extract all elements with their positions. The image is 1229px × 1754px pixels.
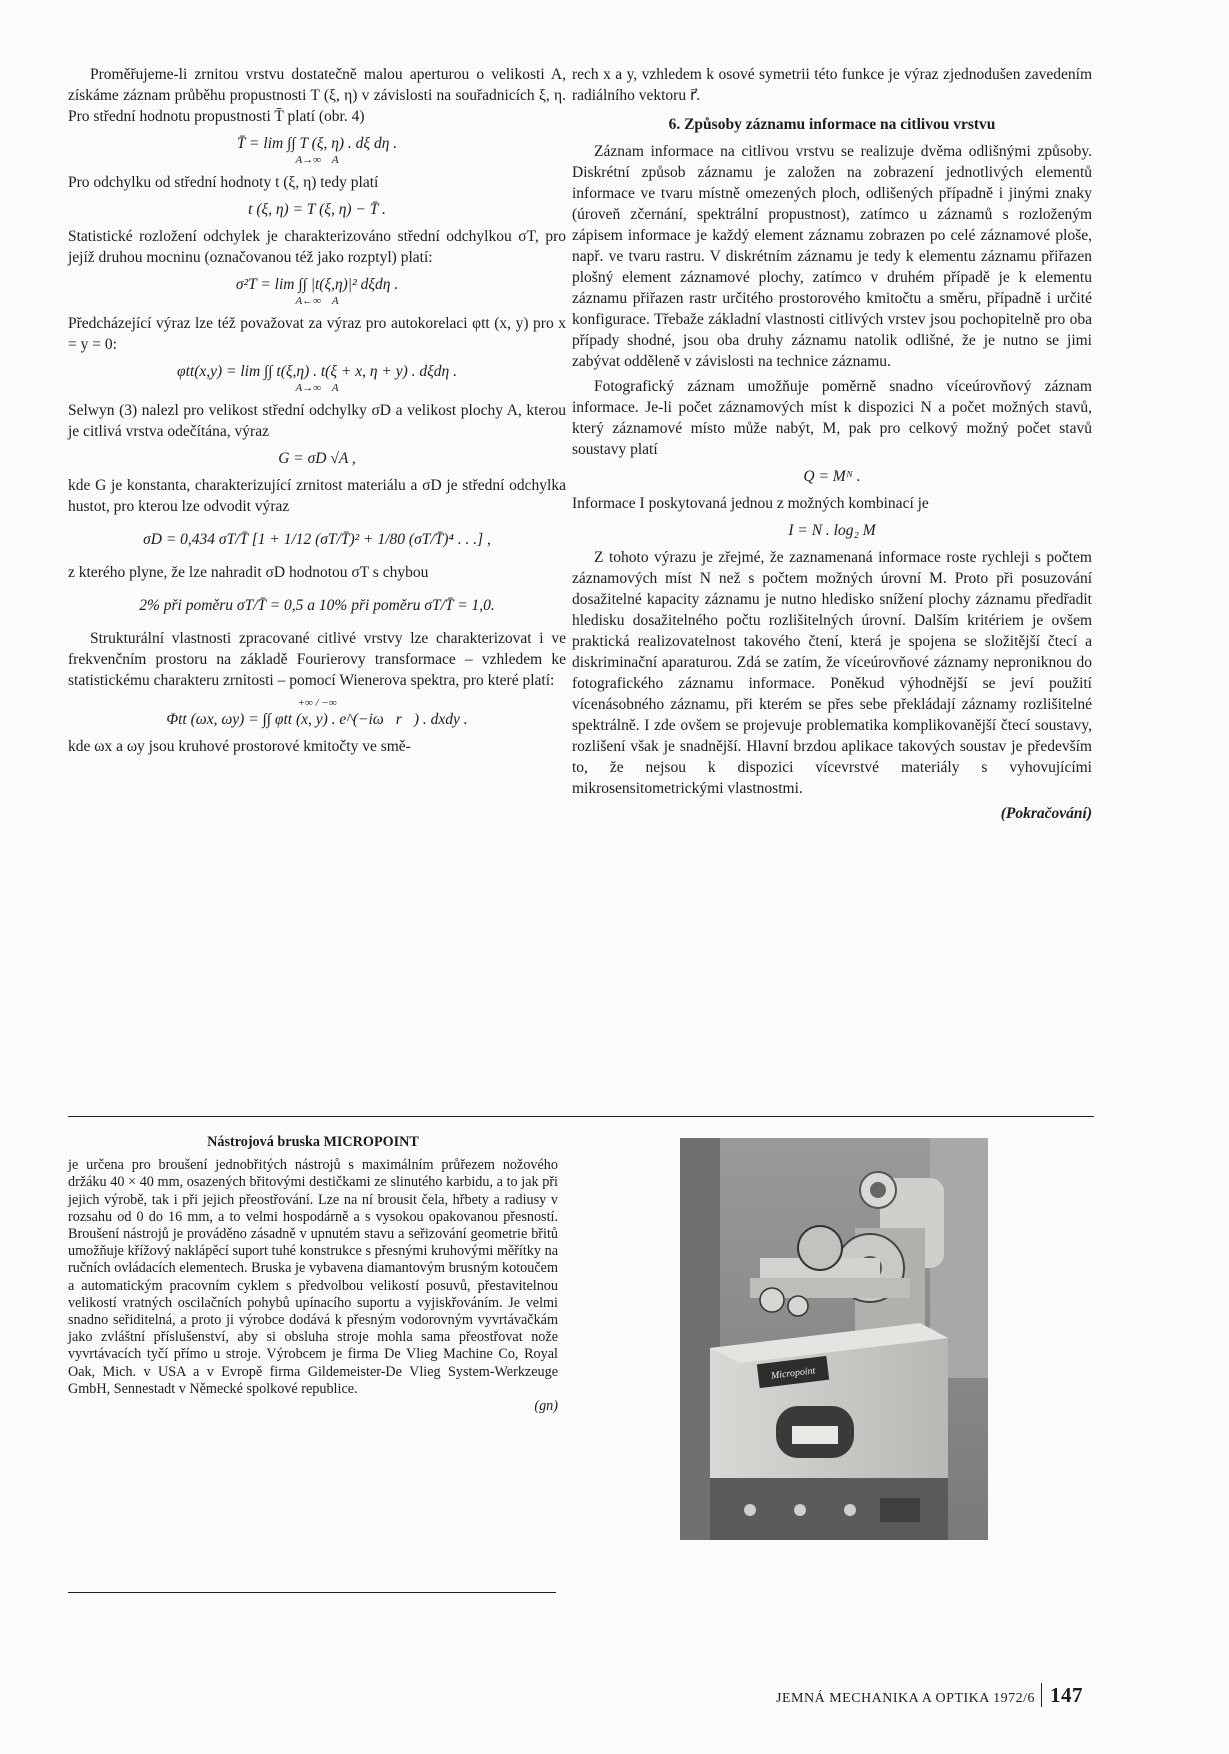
equation-states: Q = Mᴺ . (803, 468, 861, 485)
equation-density-deviation: σD = 0,434 σT/T̄ [1 + 1/12 (σT/T̄)² + 1/80 (σT/T̄)⁴ . . .] , (143, 531, 491, 548)
paragraph: kde G je konstanta, charakterizující zrnitost materiálu a σD je střední odchylka hustot, pro kterou lze odvodit výraz (68, 477, 566, 515)
continued-note: (Pokračování) (1000, 805, 1092, 822)
paragraph: Proměřujeme-li zrnitou vrstvu dostatečně malou aperturou o velikosti A, získáme záznam průběhu propustnosti T (ξ, η) v závislosti na souřadnicích ξ, η. Pro střední hodnotu propustnosti T̄ platí (obr. 4) (68, 66, 566, 125)
paragraph: Statistické rozložení odchylek je charakterizováno střední odchylkou σT, pro jejíž druhou mocninu (označovanou též jako rozptyl) platí: (68, 228, 566, 266)
paragraph: z kterého plyne, že lze nahradit σD hodnotou σT s chybou (68, 564, 429, 581)
paragraph: Informace I poskytovaná jednou z možných kombinací je (572, 495, 929, 512)
paragraph: Z tohoto výrazu je zřejmé, že zaznamenaná informace roste rychleji s počtem záznamových míst N než s počtem možných úrovní M. Proto při posuzování dosažitelné kapacity záznamu je nutno hledisko snížení plochy záznamu předřadit hledisku dosažitelného počtu rozlišitelných úrovní. Dalším kritériem je ovšem praktická realizovatelnost takového čtení, která je spojena se složitější čtecí a diskriminační aparaturou. Zdá se zatím, že víceúrovňové záznamy neproniknou do fotografického záznamu informace. Poněkud výhodnější se jeví použití vícenásobného záznamu, při kterém se přes sebe překládají záznamy rozlišitelné spektrálně. I zde ovšem se projevuje problematika komplikovanější čtecí soustavy, rozlišení však je snadnější. Hlavní brzdou aplikace takových soustav je především to, že nejsou k dispozici vícevrstvé materiály s vyhovujícími mikrosensitometrickými vlastnostmi. (572, 549, 1092, 797)
grinding-machine-illustration (680, 1138, 988, 1540)
paragraph: Pro odchylku od střední hodnoty t (ξ, η) tedy platí (68, 174, 379, 191)
equation-autocorrelation: φtt(x,y) = lim ∫∫ t(ξ,η) . t(ξ + x, η + y) . dξdη . A→∞ A (177, 363, 457, 394)
section-divider (68, 1116, 1094, 1117)
page-footer (776, 1685, 1083, 1709)
author-signature: (gn) (534, 1398, 558, 1415)
paragraph: rech x a y, vzhledem k osové symetrii této funkce je výraz zjednodušen zavedením radiálního vektoru r⃗. (572, 66, 1092, 104)
journal-name: JEMNÁ MECHANIKA A OPTIKA 1972/6 (776, 1691, 1035, 1706)
machine-photo (680, 1138, 988, 1540)
paragraph: kde ωx a ωy jsou kruhové prostorové kmitočty ve smě- (68, 738, 411, 755)
paragraph: Záznam informace na citlivou vrstvu se realizuje dvěma odlišnými způsoby. Diskrétní způsob záznamu je založen na zobrazení jednotlivých elementů informace ve tvaru místně omezených ploch, odlišených případně i jinými znaky (úroveň zčernání, spektrální propustnost), zatímco u záznamů s rozloženým zápisem informace je každý element záznamu zobrazen po celé záznamové ploše, např. ve tvaru rastru. V diskrétním záznamu je tedy k elementu záznamu přiřazen plošný element záznamové plochy, zatímco v druhém případě je k elementu záznamu přiřazen rastr určitého prostorového kmitočtu a směru, případně i určité konfigurace. Třebaže základní vlastnosti citlivých vrstev jsou pochopitelně pro oba případy shodné, jsou oba druhy záznamu natolik odlišné, že je nutno se jimi zabývat odděleně v závislosti na technice záznamu. (572, 143, 1092, 370)
equation-variance: σ²T = lim ∫∫ |t(ξ,η)|² dξdη . A←∞ A (235, 276, 399, 307)
nameplate-text: Micropoint (770, 1365, 816, 1382)
equation-mean-transmittance: T̄ = lim ∫∫ T (ξ, η) . dξ dη . A→∞ A (236, 135, 398, 166)
equation-wiener-spectrum: +∞ / −∞ Φtt (ωx, ωy) = ∫∫ φtt (x, y) . e^(−iω⃗r⃗) . dxdy . (166, 697, 468, 728)
equation-error: 2% při poměru σT/T̄ = 0,5 a 10% při poměru σT/T̄ = 1,0. (139, 597, 495, 614)
left-column (68, 64, 566, 757)
notice-body: je určena pro broušení jednobřitých nástrojů s maximálním průřezem nožového držáku 40 × 40 mm, osazených břitovými destičkami ze slinutého karbidu, a to jak při jejich výrobě, tak i při jejich přeostřování. Lze na ní brousit čela, hřbety a radiusy v rozsahu od 0 do 16 mm, a to velmi hospodárně a s vysokou opakovanou přesností. Broušení nástrojů je prováděno zásadně v upnutém stavu a seřizování geometrie břitů umožňuje křížový naklápěcí suport tuhé konstrukce s přesnými kruhovými měřítky na ručních ovládacích elementech. Bruska je vybavena diamantovým brusným kotoučem a automatickým pracovním cyklem s předvolbou velikostí posuvů, přestavitelnou velikostí vratných oscilačních pohybů upínacího suportu a vyjiskřováním. Je velmi snadno seřiditelná, a proto ji výrobce dodává k přesným vodorovným vyvrtávačkám jako zvláštní příslušenství, aby si obsluha stroje mohla sama přeostřovat nože vyvrtávacích tyčí přímo u stroje. Výrobcem je firma De Vlieg Machine Co, Royal Oak, Mich. v USA a v Evropě firma Gildemeister-De Vlieg System-Werkzeuge GmbH, Sennestadt v Německé spolkové republice. (68, 1157, 558, 1397)
page-number: 147 (1041, 1683, 1083, 1707)
section-divider (68, 1592, 556, 1593)
right-column (572, 64, 1092, 824)
paragraph: Strukturální vlastnosti zpracované citlivé vrstvy lze charakterizovat i ve frekvenčním prostoru na základě Fourierovy transformace – vzhledem ke statistickému charakteru zrnitosti – pomocí Wienerova spektra, pro které platí: (68, 630, 566, 689)
equation-selwyn: G = σD √A , (278, 450, 356, 467)
equation-information: I = N . log₂ M (788, 522, 876, 539)
equation-deviation: t (ξ, η) = T (ξ, η) − T̄ . (248, 201, 386, 218)
notice-title: Nástrojová bruska MICROPOINT (207, 1134, 419, 1150)
product-notice (68, 1134, 558, 1415)
paragraph: Fotografický záznam umožňuje poměrně snadno víceúrovňový záznam informace. Je-li počet záznamových míst k dispozici N a počet možných stavů, který záznamové místo může nabýt, M, pak pro celkový možný počet stavů soustavy platí (572, 378, 1092, 458)
section-heading: 6. Způsoby záznamu informace na citlivou vrstvu (668, 116, 996, 133)
paragraph: Předcházející výraz lze též považovat za výraz pro autokorelaci φtt (x, y) pro x = y = 0: (68, 315, 566, 353)
paragraph: Selwyn (3) nalezl pro velikost střední odchylky σD a velikost plochy A, kterou je citlivá vrstva odečítána, výraz (68, 402, 566, 440)
